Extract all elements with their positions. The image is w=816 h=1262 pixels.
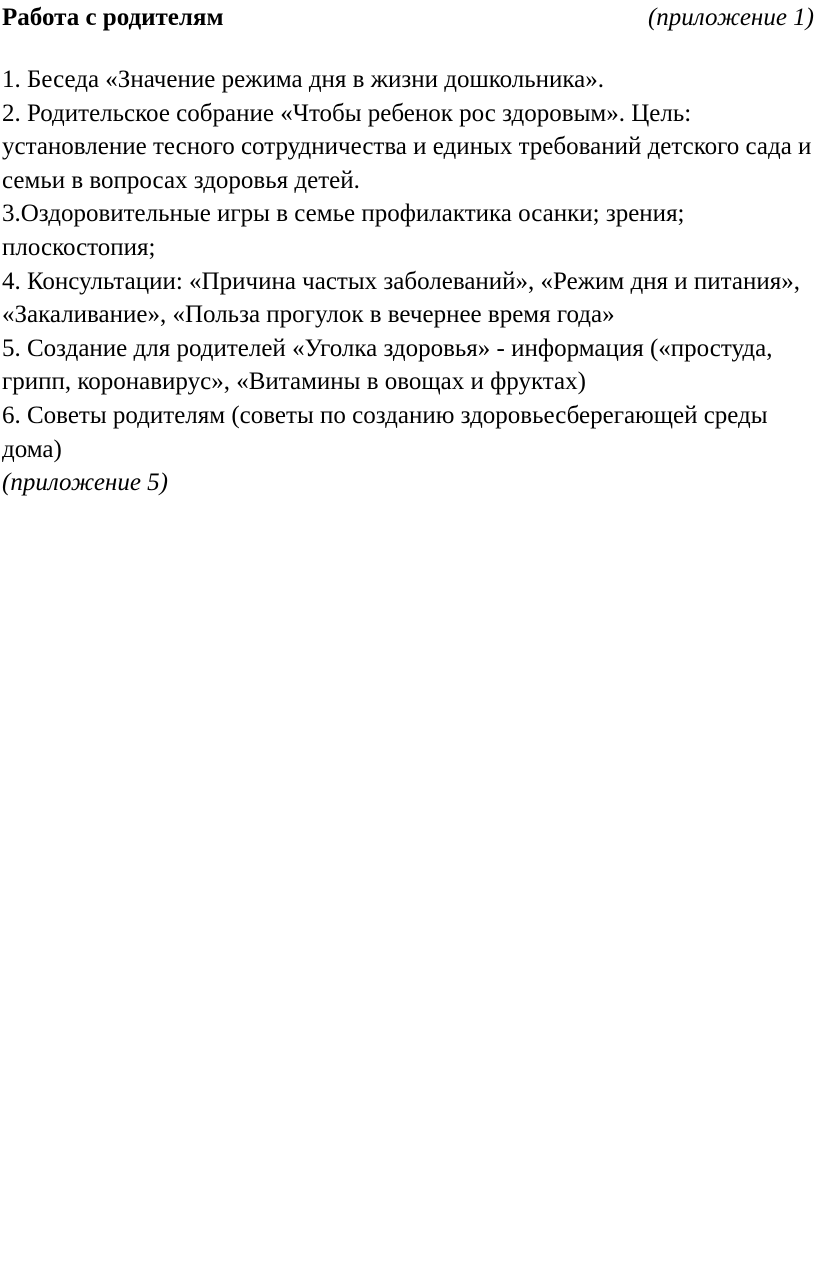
activity-list: [2, 63, 814, 500]
appendix-reference: (приложение 1): [647, 4, 814, 31]
list-item: 6. Советы родителям (советы по созданию здоровьесберегающей среды дома): [2, 401, 768, 463]
header-row: [2, 1, 814, 35]
list-item: 1. Беседа «Значение режима дня в жизни дошкольника».: [2, 66, 605, 93]
list-item: 4. Консультации: «Причина частых заболеваний», «Режим дня и питания», «Закаливание», «Польза прогулок в вечернее время года»: [2, 267, 801, 329]
list-item: 2. Родительское собрание «Чтобы ребенок рос здоровым». Цель: установление тесного сотрудничества и единых требований детского сада и семьи в вопросах здоровья детей.: [2, 99, 812, 194]
list-item: 3.Оздоровительные игры в семье профилактика осанки; зрения; плоскостопия;: [2, 200, 685, 261]
list-item: 5. Создание для родителей «Уголка здоровья» - информация («простуда, грипп, коронавирус», «Витамины в овощах и фруктах): [2, 334, 773, 396]
section-heading: Работа с родителям: [2, 4, 224, 31]
appendix-reference-footer: (приложение 5): [2, 469, 169, 497]
